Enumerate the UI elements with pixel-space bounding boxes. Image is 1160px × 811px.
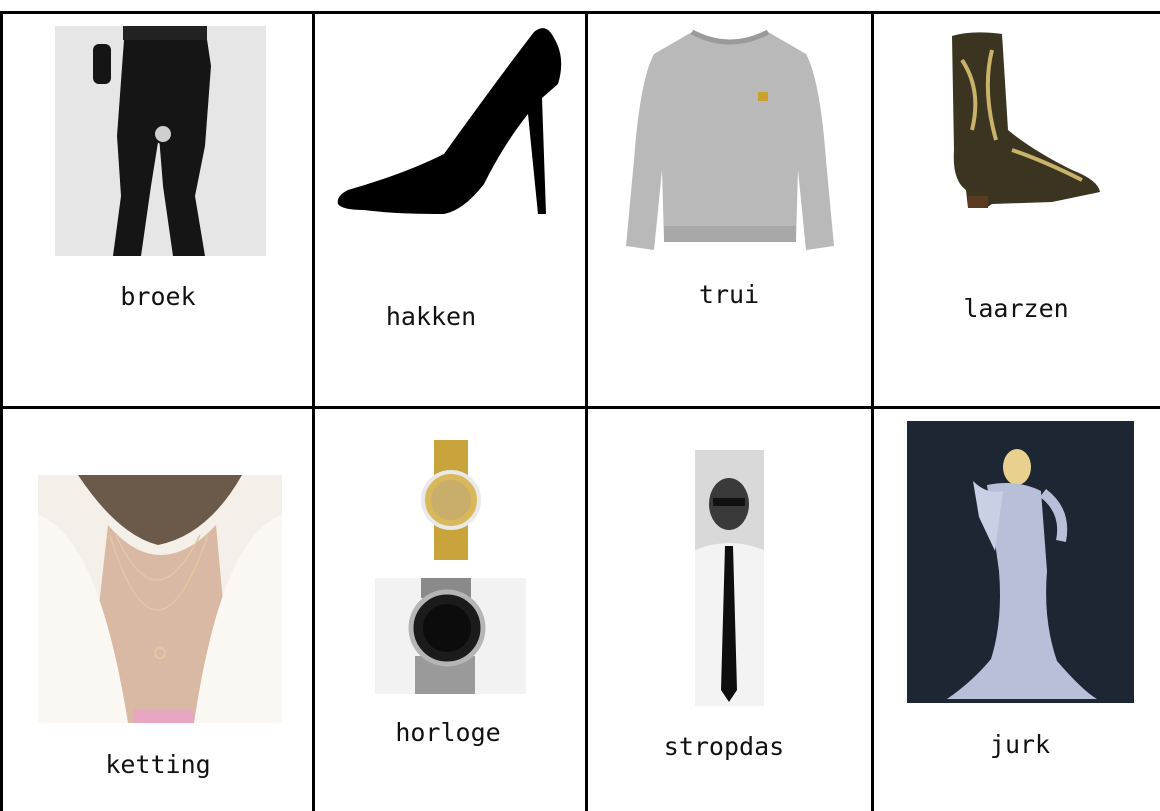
pants-photo xyxy=(55,26,266,256)
diver-watch-photo xyxy=(375,578,526,694)
grid-divider-middle xyxy=(0,406,1160,409)
label-hakken: hakken xyxy=(385,302,477,331)
cowboy-boot-photo xyxy=(932,30,1102,210)
label-broek: broek xyxy=(120,282,196,311)
label-trui: trui xyxy=(698,280,760,309)
necklace-photo xyxy=(38,475,282,723)
grid-divider-2 xyxy=(585,11,588,811)
grid-border-top xyxy=(0,11,1160,14)
grid-border-left xyxy=(0,11,3,811)
sweater-photo xyxy=(622,20,838,260)
label-stropdas: stropdas xyxy=(663,732,785,761)
label-horloge: horloge xyxy=(395,718,501,747)
tie-photo xyxy=(695,450,764,706)
label-jurk: jurk xyxy=(989,730,1051,759)
label-ketting: ketting xyxy=(105,750,211,779)
gown-photo xyxy=(907,421,1134,703)
grid-divider-3 xyxy=(871,11,874,811)
label-laarzen: laarzen xyxy=(963,294,1069,323)
grid-divider-1 xyxy=(312,11,315,811)
high-heel-photo xyxy=(334,24,566,220)
gold-watch-photo xyxy=(406,440,496,560)
